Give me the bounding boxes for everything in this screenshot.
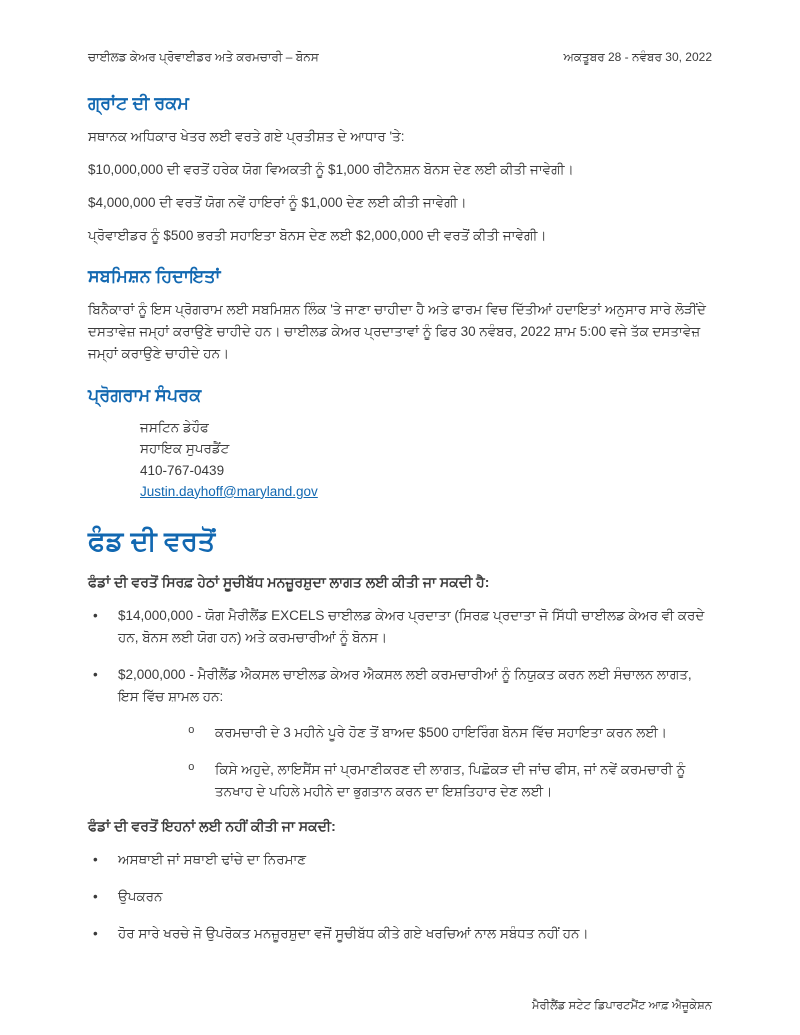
contact-title: ਸਹਾਇਕ ਸੁਪਰਡੈਂਟ xyxy=(140,441,230,457)
allowed-sub-bullet: o ਕਰਮਚਾਰੀ ਦੇ 3 ਮਹੀਨੇ ਪੂਰੇ ਹੋਣ ਤੋਂ ਬਾਅਦ $500 ਹਾਇਰਿੰਗ ਬੋਨਸ ਵਿੱਚ ਸਹਾਇਤਾ ਕਰਨ ਲਈ। xyxy=(185,722,712,744)
contact-block xyxy=(140,418,712,502)
program-contact-heading: ਪ੍ਰੋਗਰਾਮ ਸੰਪਰਕ xyxy=(88,385,202,406)
submission-heading: ਸਬਮਿਸ਼ਨ ਹਿਦਾਇਤਾਂ xyxy=(88,266,221,287)
document-footer: ਮੈਰੀਲੈਂਡ ਸਟੇਟ ਡਿਪਾਰਟਮੈਂਟ ਆਫ਼ ਐਜੂਕੇਸ਼ਨ xyxy=(531,1000,712,1012)
not-allowed-intro: ਫੰਡਾਂ ਦੀ ਵਰਤੋਂ ਇਹਨਾਂ ਲਈ ਨਹੀਂ ਕੀਤੀ ਜਾ ਸਕਦੀ: xyxy=(88,818,336,835)
grant-item: $4,000,000 ਦੀ ਵਰਤੋਂ ਯੋਗ ਨਵੇਂ ਹਾਇਰਾਂ ਨੂੰ $1,000 ਦੇਣ ਲਈ ਕੀਤੀ ਜਾਵੇਗੀ। xyxy=(88,194,467,210)
not-allowed-bullet: • ਅਸਥਾਈ ਜਾਂ ਸਥਾਈ ਢਾਂਚੇ ਦਾ ਨਿਰਮਾਣ xyxy=(88,849,712,871)
not-allowed-bullet: • ਹੋਰ ਸਾਰੇ ਖਰਚੇ ਜੋ ਉਪਰੋਕਤ ਮਨਜ਼ੂਰਸ਼ੁਦਾ ਵਜੋਂ ਸੂਚੀਬੱਧ ਕੀਤੇ ਗਏ ਖਰਚਿਆਂ ਨਾਲ ਸਬੰਧਤ ਨਹੀਂ ਹਨ। xyxy=(88,923,712,945)
header-date-range: ਅਕਤੂਬਰ 28 - ਨਵੰਬਰ 30, 2022 xyxy=(563,50,712,64)
document-header xyxy=(88,50,712,65)
allowed-bullet: • $14,000,000 - ਯੋਗ ਮੈਰੀਲੈਂਡ EXCELS ਚਾਈਲਡ ਕੇਅਰ ਪ੍ਰਦਾਤਾ (ਸਿਰਫ਼ ਪ੍ਰਦਾਤਾ ਜੋ ਸਿੱਧੀ ਚਾਈਲਡ ਕੇਅਰ ਵੀ ਕਰਦੇ ਹਨ, ਬੋਨਸ ਲਈ ਯੋਗ ਹਨ) ਅਤੇ ਕਰਮਚਾਰੀਆਂ ਨੂੰ ਬੋਨਸ। xyxy=(88,605,712,649)
contact-phone: 410-767-0439 xyxy=(140,462,225,478)
not-allowed-bullet: • ਉਪਕਰਨ xyxy=(88,886,712,908)
submission-paragraph: ਬਿਨੈਕਾਰਾਂ ਨੂੰ ਇਸ ਪ੍ਰੋਗਰਾਮ ਲਈ ਸਬਮਿਸ਼ਨ ਲਿੰਕ 'ਤੇ ਜਾਣਾ ਚਾਹੀਦਾ ਹੈ ਅਤੇ ਫਾਰਮ ਵਿਚ ਦਿੱਤੀਆਂ ਹਦਾਇਤਾਂ ਅਨੁਸਾਰ ਸਾਰੇ ਲੋੜੀਂਦੇ ਦਸਤਾਵੇਜ਼ ਜਮ੍ਹਾਂ ਕਰਾਉਣੇ ਚਾਹੀਦੇ ਹਨ। ਚਾਈਲਡ ਕੇਅਰ ਪ੍ਰਦਾਤਾਵਾਂ ਨੂੰ ਫਿਰ 30 ਨਵੰਬਰ, 2022 ਸ਼ਾਮ 5:00 ਵਜੇ ਤੱਕ ਦਸਤਾਵੇਜ਼ ਜਮ੍ਹਾਂ ਕਰਾਉਣੇ ਚਾਹੀਦੇ ਹਨ। xyxy=(88,302,706,362)
grant-intro: ਸਥਾਨਕ ਅਧਿਕਾਰ ਖੇਤਰ ਲਈ ਵਰਤੇ ਗਏ ਪ੍ਰਤੀਸ਼ਤ ਦੇ ਆਧਾਰ 'ਤੇ: xyxy=(88,129,405,144)
contact-name: ਜਸਟਿਨ ਡੇਹੌਫ xyxy=(140,420,209,436)
allowed-costs-intro: ਫੰਡਾਂ ਦੀ ਵਰਤੋਂ ਸਿਰਫ਼ ਹੇਠਾਂ ਸੂਚੀਬੱਧ ਮਨਜ਼ੂਰਸ਼ੁਦਾ ਲਾਗਤ ਲਈ ਕੀਤੀ ਜਾ ਸਕਦੀ ਹੈ: xyxy=(88,574,490,591)
allowed-bullet: • $2,000,000 - ਮੈਰੀਲੈਂਡ ਐਕਸਲ ਚਾਈਲਡ ਕੇਅਰ ਐਕਸਲ ਲਈ ਕਰਮਚਾਰੀਆਂ ਨੂੰ ਨਿਯੁਕਤ ਕਰਨ ਲਈ ਸੰਚਾਲਨ ਲਾਗਤ, ਇਸ ਵਿੱਚ ਸ਼ਾਮਲ ਹਨ: xyxy=(88,664,712,708)
header-title: ਚਾਈਲਡ ਕੇਅਰ ਪ੍ਰੋਵਾਈਡਰ ਅਤੇ ਕਰਮਚਾਰੀ – ਬੋਨਸ xyxy=(88,50,319,64)
grant-item: $10,000,000 ਦੀ ਵਰਤੋਂ ਹਰੇਕ ਯੋਗ ਵਿਅਕਤੀ ਨੂੰ $1,000 ਰੀਟੈਨਸ਼ਨ ਬੋਨਸ ਦੇਣ ਲਈ ਕੀਤੀ ਜਾਵੇਗੀ। xyxy=(88,161,574,177)
grant-amount-heading: ਗ੍ਰਾਂਟ ਦੀ ਰਕਮ xyxy=(88,93,189,113)
use-of-funds-heading: ਫੰਡ ਦੀ ਵਰਤੋਂ xyxy=(88,526,216,557)
contact-email-link[interactable]: Justin.dayhoff@maryland.gov xyxy=(140,483,318,499)
allowed-sub-bullet: o ਕਿਸੇ ਅਹੁਦੇ, ਲਾਇਸੈਂਸ ਜਾਂ ਪ੍ਰਮਾਣੀਕਰਣ ਦੀ ਲਾਗਤ, ਪਿਛੋਕੜ ਦੀ ਜਾਂਚ ਫੀਸ, ਜਾਂ ਨਵੇਂ ਕਰਮਚਾਰੀ ਨੂੰ ਤਨਖਾਹ ਦੇ ਪਹਿਲੇ ਮਹੀਨੇ ਦਾ ਭੁਗਤਾਨ ਕਰਨ ਦਾ ਇਸ਼ਤਿਹਾਰ ਦੇਣ ਲਈ। xyxy=(185,759,712,803)
grant-item: ਪ੍ਰੋਵਾਈਡਰ ਨੂੰ $500 ਭਰਤੀ ਸਹਾਇਤਾ ਬੋਨਸ ਦੇਣ ਲਈ $2,000,000 ਦੀ ਵਰਤੋਂ ਕੀਤੀ ਜਾਵੇਗੀ। xyxy=(88,227,547,243)
